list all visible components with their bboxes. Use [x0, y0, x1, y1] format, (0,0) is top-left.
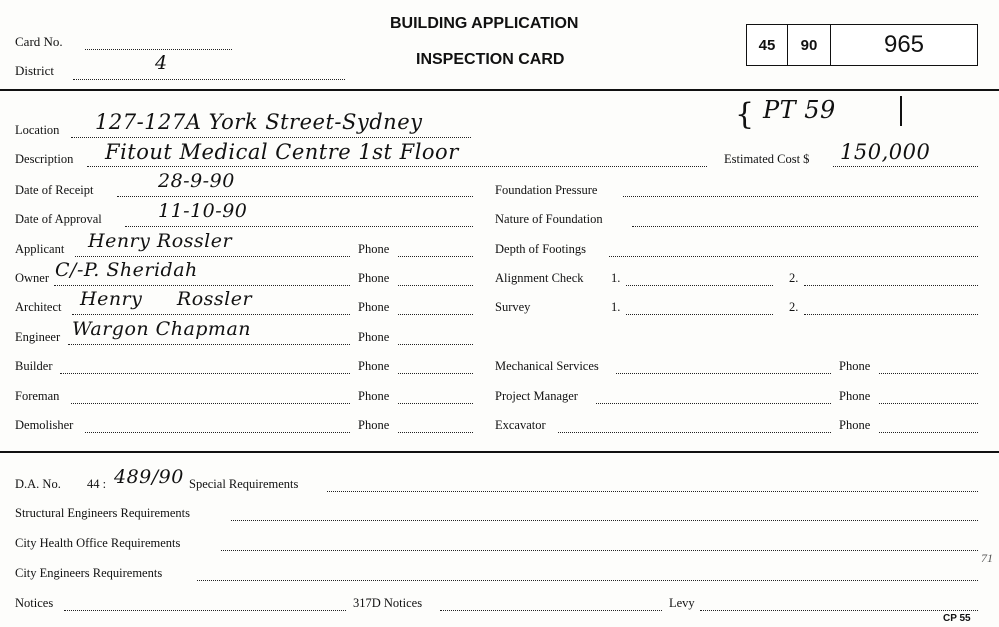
- notices-317d-label: 317D Notices: [353, 596, 423, 610]
- foreman-line[interactable]: [71, 403, 350, 404]
- card-no-label: Card No.: [15, 34, 63, 49]
- card-number-cell-1: 45: [747, 25, 788, 65]
- margin-mark: 71: [981, 551, 993, 565]
- applicant-line[interactable]: [75, 256, 350, 257]
- header-divider: [0, 89, 999, 91]
- engineer-line[interactable]: [68, 344, 350, 345]
- city-engineers-line[interactable]: [197, 580, 978, 581]
- description-value: Fitout Medical Centre 1st Floor: [105, 140, 459, 164]
- applicant-label: Applicant: [15, 242, 65, 256]
- card-number-cell-3: 965: [883, 31, 925, 58]
- alignment-check-2-label: 2.: [789, 271, 799, 285]
- description-line[interactable]: [87, 166, 707, 167]
- district-value: 4: [155, 52, 168, 74]
- date-of-receipt-label: Date of Receipt: [15, 183, 94, 197]
- card-no-line[interactable]: [85, 49, 232, 50]
- survey-label: Survey: [495, 300, 531, 314]
- da-no-prefix: 44 :: [87, 477, 107, 491]
- estimated-cost-line[interactable]: [833, 166, 978, 167]
- foundation-pressure-line[interactable]: [623, 196, 978, 197]
- project-manager-phone-line[interactable]: [879, 403, 978, 404]
- excavator-phone-line[interactable]: [879, 432, 978, 433]
- location-value: 127-127A York Street-Sydney: [95, 110, 423, 134]
- estimated-cost-label: Estimated Cost $: [724, 152, 810, 166]
- location-line[interactable]: [71, 137, 471, 138]
- engineer-label: Engineer: [15, 330, 61, 344]
- date-of-approval-label: Date of Approval: [15, 212, 102, 226]
- bracket-mark: {: [735, 97, 755, 132]
- builder-phone-line[interactable]: [398, 373, 473, 374]
- architect-phone-label: Phone: [358, 300, 390, 314]
- card-number-box: [746, 24, 978, 66]
- project-manager-line[interactable]: [596, 403, 831, 404]
- depth-of-footings-label: Depth of Footings: [495, 242, 586, 256]
- architect-phone-line[interactable]: [398, 314, 473, 315]
- estimated-cost-value: 150,000: [840, 140, 931, 164]
- da-no-value: 489/90: [114, 466, 184, 488]
- foreman-phone-line[interactable]: [398, 403, 473, 404]
- alignment-check-label: Alignment Check: [495, 271, 584, 285]
- demolisher-phone-line[interactable]: [398, 432, 473, 433]
- survey-2-label: 2.: [789, 300, 799, 314]
- survey-1-line[interactable]: [626, 314, 773, 315]
- form-code: CP 55: [943, 613, 971, 624]
- district-line[interactable]: [73, 79, 345, 80]
- alignment-check-1-label: 1.: [611, 271, 621, 285]
- builder-phone-label: Phone: [358, 359, 390, 373]
- title-line-1: BUILDING APPLICATION: [390, 15, 579, 32]
- survey-1-label: 1.: [611, 300, 621, 314]
- mechanical-services-phone-line[interactable]: [879, 373, 978, 374]
- date-of-receipt-line[interactable]: [117, 196, 473, 197]
- excavator-phone-label: Phone: [839, 418, 871, 432]
- nature-of-foundation-label: Nature of Foundation: [495, 212, 603, 226]
- structural-engineers-line[interactable]: [231, 520, 978, 521]
- builder-line[interactable]: [60, 373, 350, 374]
- depth-of-footings-line[interactable]: [609, 256, 978, 257]
- special-requirements-label: Special Requirements: [189, 477, 299, 491]
- levy-line[interactable]: [700, 610, 978, 611]
- foundation-pressure-label: Foundation Pressure: [495, 183, 598, 197]
- city-health-line[interactable]: [221, 550, 978, 551]
- architect-label: Architect: [15, 300, 62, 314]
- excavator-line[interactable]: [558, 432, 831, 433]
- demolisher-label: Demolisher: [15, 418, 74, 432]
- survey-2-line[interactable]: [804, 314, 978, 315]
- demolisher-phone-label: Phone: [358, 418, 390, 432]
- da-no-label: D.A. No.: [15, 477, 61, 491]
- mechanical-services-label: Mechanical Services: [495, 359, 599, 373]
- builder-label: Builder: [15, 359, 53, 373]
- applicant-value: Henry Rossler: [88, 230, 233, 252]
- alignment-check-2-line[interactable]: [804, 285, 978, 286]
- location-label: Location: [15, 123, 60, 137]
- pt-annotation-bar: [900, 96, 902, 126]
- owner-value: C/-P. Sheridah: [55, 259, 198, 281]
- architect-value: Henry Rossler: [80, 288, 253, 310]
- lower-divider: [0, 451, 999, 453]
- applicant-phone-label: Phone: [358, 242, 390, 256]
- engineer-value: Wargon Chapman: [72, 318, 252, 340]
- special-requirements-line[interactable]: [327, 491, 978, 492]
- engineer-phone-line[interactable]: [398, 344, 473, 345]
- excavator-label: Excavator: [495, 418, 546, 432]
- city-health-label: City Health Office Requirements: [15, 536, 181, 550]
- applicant-phone-line[interactable]: [398, 256, 473, 257]
- engineer-phone-label: Phone: [358, 330, 390, 344]
- mechanical-services-line[interactable]: [616, 373, 831, 374]
- foreman-phone-label: Phone: [358, 389, 390, 403]
- alignment-check-1-line[interactable]: [626, 285, 773, 286]
- architect-line[interactable]: [72, 314, 350, 315]
- owner-phone-label: Phone: [358, 271, 390, 285]
- notices-line[interactable]: [64, 610, 346, 611]
- district-label: District: [15, 63, 54, 78]
- pt-annotation: PT 59: [763, 96, 836, 124]
- date-of-receipt-value: 28-9-90: [158, 170, 235, 192]
- description-label: Description: [15, 152, 74, 166]
- notices-label: Notices: [15, 596, 54, 610]
- nature-of-foundation-line[interactable]: [632, 226, 978, 227]
- date-of-approval-value: 11-10-90: [158, 200, 248, 222]
- project-manager-label: Project Manager: [495, 389, 578, 403]
- structural-engineers-label: Structural Engineers Requirements: [15, 506, 190, 520]
- date-of-approval-line[interactable]: [125, 226, 473, 227]
- title-line-2: INSPECTION CARD: [416, 51, 565, 68]
- owner-line[interactable]: [54, 285, 350, 286]
- owner-phone-line[interactable]: [398, 285, 473, 286]
- card-number-cell-2: 90: [788, 25, 831, 65]
- owner-label: Owner: [15, 271, 50, 285]
- notices-317d-line[interactable]: [440, 610, 662, 611]
- levy-label: Levy: [669, 596, 695, 610]
- mechanical-services-phone-label: Phone: [839, 359, 871, 373]
- demolisher-line[interactable]: [85, 432, 350, 433]
- foreman-label: Foreman: [15, 389, 60, 403]
- project-manager-phone-label: Phone: [839, 389, 871, 403]
- city-engineers-label: City Engineers Requirements: [15, 566, 163, 580]
